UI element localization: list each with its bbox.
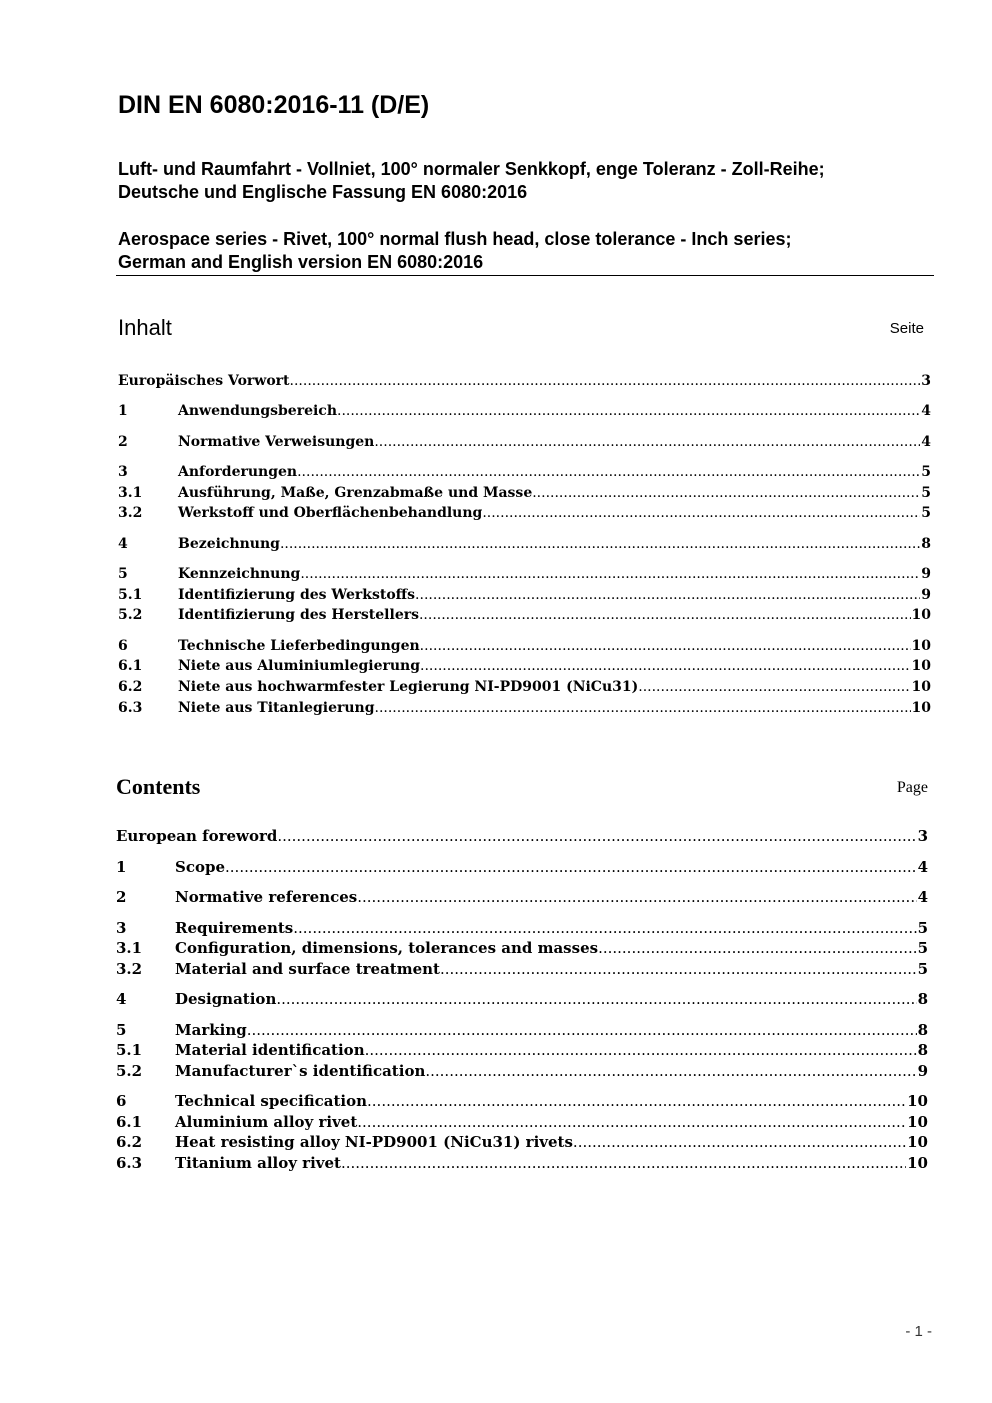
toc-entry-number: 2: [118, 434, 128, 450]
toc-entry[interactable]: [116, 826, 928, 846]
toc-entry-title: Anforderungen .....: [178, 462, 931, 482]
document-title: DIN EN 6080:2016-11 (D/E): [118, 91, 430, 119]
toc-entry-title: European foreword .....: [116, 826, 928, 846]
toc-entry-page: 10: [911, 700, 931, 716]
toc-entry[interactable]: [116, 989, 928, 1009]
toc-entry-number: 6.1: [116, 1113, 143, 1131]
toc-entry[interactable]: [116, 959, 928, 979]
toc-entry[interactable]: [116, 1061, 928, 1081]
toc-entry-title: Ausführung, Maße, Grenzabmaße und Masse .....: [178, 483, 931, 503]
toc-page-column-label-english: Page: [896, 779, 928, 796]
toc-entry-number: 5: [116, 1021, 127, 1039]
toc-entry-number: 6.2: [116, 1133, 143, 1151]
toc-entry-title: Designation .....: [175, 989, 928, 1009]
toc-entry[interactable]: [118, 605, 931, 625]
toc-entry[interactable]: [118, 677, 931, 697]
toc-entry-page: 9: [917, 1062, 928, 1080]
toc-entry-number: 1: [118, 403, 128, 419]
toc-entry-number: 5: [118, 566, 128, 582]
toc-entry-title: Manufacturer`s identification .....: [175, 1061, 928, 1081]
toc-entry-title: Normative references .....: [175, 887, 928, 907]
toc-entry-number: 3.2: [116, 960, 143, 978]
toc-entry-page: 8: [921, 536, 931, 552]
toc-entry-page: 4: [921, 403, 931, 419]
toc-entry-title: Requirements .....: [175, 918, 928, 938]
toc-entry-title: Technical specification .....: [175, 1091, 928, 1111]
toc-entry-title: Europäisches Vorwort .....: [118, 371, 931, 391]
toc-entry-number: 6.2: [118, 679, 143, 695]
toc-entry-page: 8: [917, 990, 928, 1008]
toc-entry-page: 5: [917, 960, 928, 978]
header-divider: [116, 275, 934, 276]
toc-entry-title: Normative Verweisungen .....: [178, 432, 931, 452]
toc-entry[interactable]: [118, 483, 931, 503]
subtitle-german-line: Deutsche und Englische Fassung EN 6080:2016: [118, 182, 528, 202]
toc-entry-title: Aluminium alloy rivet .....: [175, 1112, 928, 1132]
toc-entry-title: Titanium alloy rivet .....: [175, 1153, 928, 1173]
toc-entry-title: Anwendungsbereich .....: [178, 401, 931, 421]
toc-entry[interactable]: [118, 656, 931, 676]
toc-entry[interactable]: [116, 887, 928, 907]
page-number: - 1 -: [905, 1323, 932, 1340]
toc-entry-page: 5: [921, 505, 931, 521]
toc-entry-title: Kennzeichnung .....: [178, 564, 931, 584]
toc-heading-english: Contents: [116, 774, 201, 799]
toc-entry[interactable]: [116, 857, 928, 877]
toc-entry-page: 10: [907, 1092, 928, 1110]
toc-entry-number: 5.1: [118, 587, 143, 603]
toc-entry-page: 4: [917, 858, 928, 876]
toc-entry-number: 3.1: [118, 485, 143, 501]
toc-entry[interactable]: [116, 1153, 928, 1173]
toc-entry-number: 6.1: [118, 658, 143, 674]
toc-entry[interactable]: [118, 585, 931, 605]
toc-entry-number: 3.1: [116, 939, 143, 957]
toc-entry-page: 3: [921, 373, 931, 389]
toc-heading-german: Inhalt: [118, 315, 172, 340]
toc-entry-page: 10: [911, 607, 931, 623]
toc-entry-number: 3: [118, 464, 128, 480]
toc-entry[interactable]: [118, 636, 931, 656]
toc-entry-page: 5: [917, 939, 928, 957]
toc-entry[interactable]: [116, 1132, 928, 1152]
toc-entry-page: 10: [911, 638, 931, 654]
subtitle-english-line: Aerospace series - Rivet, 100° normal flush head, close tolerance - Inch series;: [118, 229, 792, 249]
toc-entry-page: 5: [921, 485, 931, 501]
toc-entry-page: 8: [917, 1041, 928, 1059]
toc-entry-number: 1: [116, 858, 127, 876]
toc-entry-number: 6: [118, 638, 128, 654]
toc-entry-number: 6.3: [118, 700, 143, 716]
toc-entry[interactable]: [118, 462, 931, 482]
toc-entry-page: 5: [921, 464, 931, 480]
subtitle-german-line: Luft- und Raumfahrt - Vollniet, 100° normaler Senkkopf, enge Toleranz - Zoll-Reihe;: [118, 159, 825, 179]
toc-entry[interactable]: [116, 1020, 928, 1040]
toc-entry[interactable]: [118, 564, 931, 584]
toc-entry-page: 10: [911, 679, 931, 695]
toc-entry-page: 4: [921, 434, 931, 450]
toc-entry[interactable]: [116, 1040, 928, 1060]
toc-entry-page: 3: [917, 827, 928, 845]
toc-entry-number: 2: [116, 888, 127, 906]
toc-entry-number: 3: [116, 919, 127, 937]
toc-entry[interactable]: [116, 1091, 928, 1111]
toc-entry-page: 9: [921, 587, 931, 603]
toc-entry-title: Identifizierung des Werkstoffs .....: [178, 585, 931, 605]
toc-entry[interactable]: [116, 1112, 928, 1132]
toc-entry[interactable]: [118, 698, 931, 718]
toc-entry-number: 5.1: [116, 1041, 143, 1059]
toc-entry[interactable]: [118, 371, 931, 391]
toc-entry-title: Material and surface treatment .....: [175, 959, 928, 979]
toc-entry-title: Identifizierung des Herstellers .....: [178, 605, 931, 625]
toc-entry-page: 10: [911, 658, 931, 674]
toc-entry-title: Niete aus hochwarmfester Legierung NI-PD9001 (NiCu31) .....: [178, 677, 931, 697]
toc-entry-number: 4: [116, 990, 127, 1008]
toc-entry-title: Bezeichnung .....: [178, 534, 931, 554]
toc-entry-number: 5.2: [116, 1062, 143, 1080]
toc-entry-title: Heat resisting alloy NI-PD9001 (NiCu31) rivets .....: [175, 1132, 928, 1152]
toc-entry-page: 10: [907, 1133, 928, 1151]
toc-entry-number: 6: [116, 1092, 127, 1110]
toc-entry-title: Material identification .....: [175, 1040, 928, 1060]
toc-entry-title: Marking .....: [175, 1020, 928, 1040]
toc-entry-number: 3.2: [118, 505, 143, 521]
toc-entry-page: 10: [907, 1113, 928, 1131]
toc-entry-title: Niete aus Titanlegierung .....: [178, 698, 931, 718]
toc-entry[interactable]: [118, 401, 931, 421]
toc-entry[interactable]: [118, 503, 931, 523]
toc-entry-page: 4: [917, 888, 928, 906]
subtitle-english-line: German and English version EN 6080:2016: [118, 252, 484, 272]
toc-entry[interactable]: [118, 534, 931, 554]
toc-entry-title: Technische Lieferbedingungen .....: [178, 636, 931, 656]
toc-entry-title: Niete aus Aluminiumlegierung .....: [178, 656, 931, 676]
subtitle-german: [118, 158, 938, 204]
toc-entry-page: 8: [917, 1021, 928, 1039]
toc-entry[interactable]: [116, 938, 928, 958]
toc-page-column-label-german: Seite: [889, 320, 924, 337]
toc-entry-number: 4: [118, 536, 128, 552]
toc-entry-page: 10: [907, 1154, 928, 1172]
toc-entry-title: Scope .....: [175, 857, 928, 877]
toc-entry-number: 6.3: [116, 1154, 143, 1172]
toc-entry-title: Configuration, dimensions, tolerances and masses .....: [175, 938, 928, 958]
toc-entry-number: 5.2: [118, 607, 143, 623]
toc-entry[interactable]: [118, 432, 931, 452]
toc-entry-title: Werkstoff und Oberflächenbehandlung .....: [178, 503, 931, 523]
toc-entry-page: 5: [917, 919, 928, 937]
subtitle-english: [118, 228, 938, 274]
toc-entry[interactable]: [116, 918, 928, 938]
toc-entry-page: 9: [921, 566, 931, 582]
